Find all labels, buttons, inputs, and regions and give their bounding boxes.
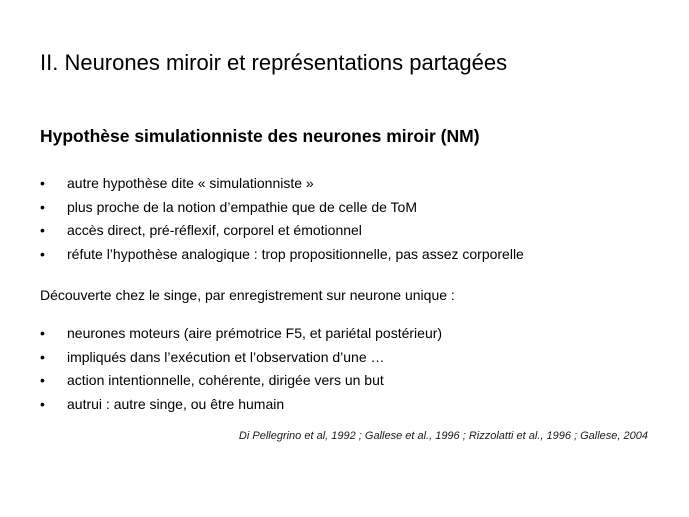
list-item-text: neurones moteurs (aire prémotrice F5, et pariétal postérieur)	[67, 325, 443, 341]
bullet-icon: •	[40, 245, 45, 262]
slide-title: II. Neurones miroir et représentations partagées	[40, 50, 508, 75]
bullet-icon: •	[40, 325, 45, 341]
bullet-icon: •	[40, 175, 45, 191]
bullet-icon: •	[40, 395, 45, 412]
list-item-text: autrui : autre singe, ou être humain	[67, 395, 285, 412]
bullet-icon: •	[40, 198, 45, 215]
list-item-text: impliqués dans l’exécution et l’observation d’une …	[67, 348, 385, 365]
list-item-text: plus proche de la notion d’empathie que de celle de ToM	[67, 198, 417, 215]
list-item-text: autre hypothèse dite « simulationniste »	[67, 175, 314, 191]
slide-subtitle: Hypothèse simulationniste des neurones miroir (NM)	[40, 126, 480, 146]
list-item-text: accès direct, pré-réflexif, corporel et émotionnel	[67, 222, 362, 238]
citation-text: Di Pellegrino et al, 1992 ; Gallese et al., 1996 ; Rizzolatti et al., 1996 ; Gallese, 2004	[238, 430, 648, 442]
bullet-icon: •	[40, 372, 45, 388]
bullet-icon: •	[40, 222, 45, 238]
bullet-icon: •	[40, 348, 45, 365]
list-item-text: réfute l’hypothèse analogique : trop propositionnelle, pas assez corporelle	[67, 245, 524, 262]
list-item-text: action intentionnelle, cohérente, dirigée vers un but	[67, 372, 384, 388]
discovery-paragraph: Découverte chez le singe, par enregistrement sur neurone unique :	[40, 287, 455, 303]
